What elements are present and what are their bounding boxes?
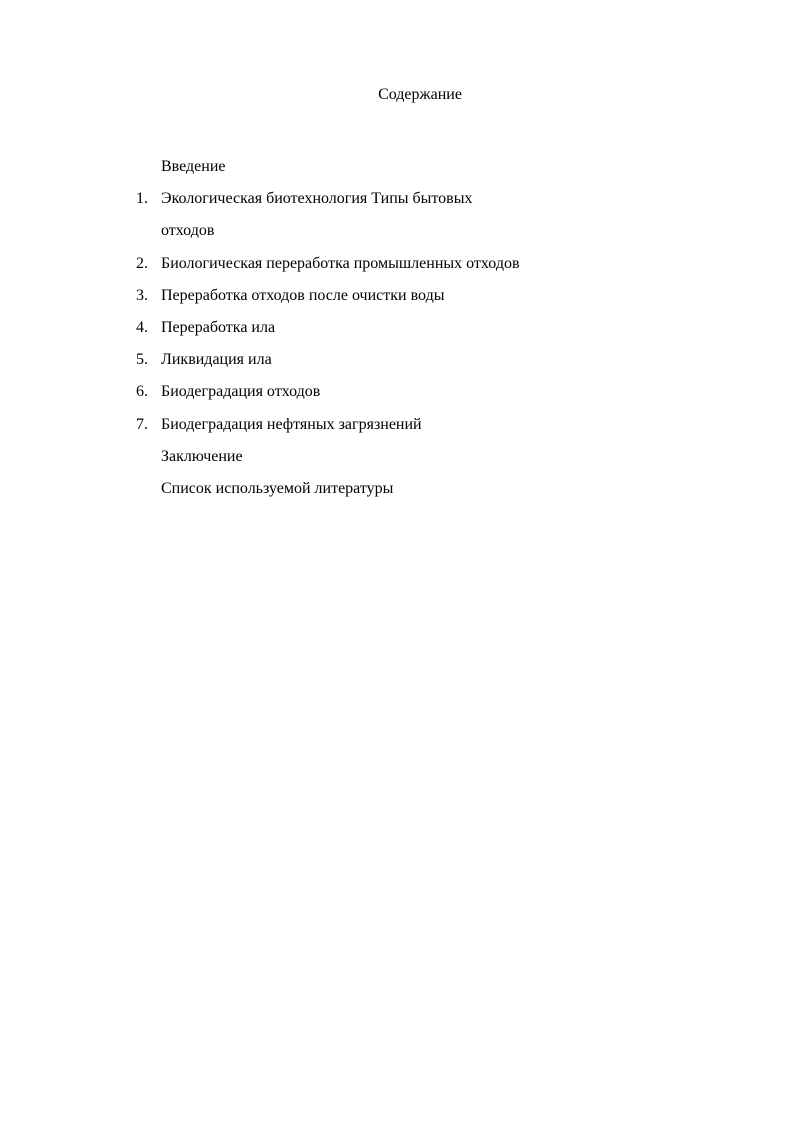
- toc-item-text: Переработка ила: [161, 318, 276, 336]
- toc-item: [0, 477, 800, 509]
- toc-item-text: Экологическая биотехнология Типы бытовых: [161, 190, 473, 208]
- page-title: Содержание: [378, 86, 462, 103]
- toc-item-number: 6.: [136, 383, 148, 401]
- toc-item-text: отходов: [161, 222, 215, 240]
- toc-item-continuation: [0, 219, 800, 251]
- toc-item: [0, 380, 800, 412]
- table-of-contents: [0, 155, 800, 509]
- toc-item-text: Введение: [161, 158, 226, 175]
- toc-item-text: Заключение: [161, 447, 243, 465]
- toc-item-number: 4.: [136, 318, 148, 336]
- toc-item-text: Биологическая переработка промышленных отходов: [161, 254, 520, 272]
- toc-item-text: Биодеградация отходов: [161, 383, 321, 401]
- toc-item: [0, 252, 800, 284]
- toc-item-number: 5.: [136, 351, 148, 369]
- toc-item-number: 1.: [136, 190, 148, 208]
- toc-item: [0, 348, 800, 380]
- toc-item-number: 3.: [136, 286, 148, 304]
- toc-item: [0, 316, 800, 348]
- toc-item: [0, 413, 800, 445]
- toc-item-text: Биодеградация нефтяных загрязнений: [161, 415, 422, 433]
- toc-item-text: Ликвидация ила: [161, 351, 272, 369]
- toc-item-number: 7.: [136, 415, 148, 433]
- toc-item: [0, 284, 800, 316]
- toc-item-text: Переработка отходов после очистки воды: [161, 286, 445, 304]
- toc-item-number: 2.: [136, 254, 148, 272]
- toc-item-text: Список используемой литературы: [161, 479, 394, 497]
- toc-item: [0, 187, 800, 219]
- toc-item: [0, 155, 800, 187]
- toc-item: [0, 445, 800, 477]
